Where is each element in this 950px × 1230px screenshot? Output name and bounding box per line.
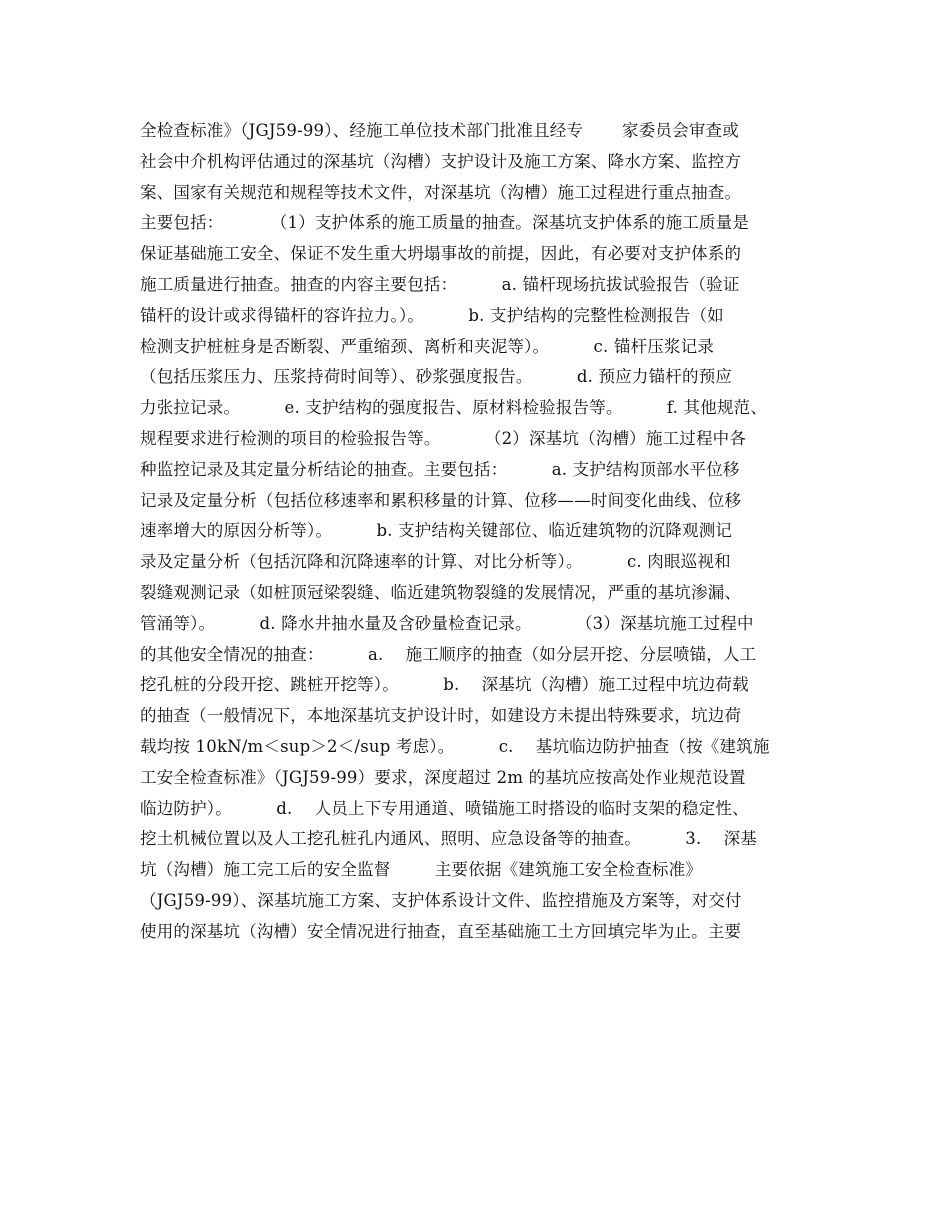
- text-line: 速率增大的原因分析等）。 b. 支护结构关键部位、临近建筑物的沉降观测记: [140, 521, 733, 541]
- text-line: 施工质量进行抽查。抽查的内容主要包括： a. 锚杆现场抗拔试验报告（验证: [140, 274, 740, 294]
- text-line: 种监控记录及其定量分析结论的抽查。主要包括： a. 支护结构顶部水平位移: [140, 459, 740, 479]
- text-line: 主要包括： （1）支护体系的施工质量的抽查。深基坑支护体系的施工质量是: [140, 213, 750, 233]
- text-line: 坑（沟槽）施工完工后的安全监督 主要依据《建筑施工安全检查标准》: [140, 860, 702, 880]
- text-line: 挖土机械位置以及人工挖孔桩孔内通风、照明、应急设备等的抽查。 3. 深基: [140, 829, 757, 849]
- text-line: 管涌等）。 d. 降水井抽水量及含砂量检查记录。 （3）深基坑施工过程中: [140, 613, 754, 633]
- body-text: [140, 116, 830, 948]
- text-line: 使用的深基坑（沟槽）安全情况进行抽查，直至基础施工土方回填完毕为止。主要: [140, 921, 742, 941]
- text-line: 载均按 10kN/m＜sup＞2＜/sup 考虑）。 c. 基坑临边防护抽查（按《建筑施: [140, 736, 770, 756]
- text-line: 临边防护）。 d. 人员上下专用通道、喷锚施工时搭设的临时支架的稳定性、: [140, 798, 749, 818]
- text-line: 案、国家有关规范和规程等技术文件，对深基坑（沟槽）施工过程进行重点抽查。: [140, 182, 742, 202]
- text-line: 录及定量分析（包括沉降和沉降速率的计算、对比分析等）。 c. 肉眼巡视和: [140, 552, 731, 572]
- text-line: 规程要求进行检测的项目的检验报告等。 （2）深基坑（沟槽）施工过程中各: [140, 428, 747, 448]
- text-line: 的其他安全情况的抽查： a. 施工顺序的抽查（如分层开挖、分层喷锚，人工: [140, 644, 757, 664]
- text-line: 检测支护桩桩身是否断裂、严重缩颈、离析和夹泥等）。 c. 锚杆压浆记录: [140, 336, 715, 356]
- text-line: 锚杆的设计或求得锚杆的容许拉力。）。 b. 支护结构的完整性检测报告（如: [140, 305, 724, 325]
- text-line: 社会中介机构评估通过的深基坑（沟槽）支护设计及施工方案、降水方案、监控方: [140, 151, 742, 171]
- text-line: 力张拉记录。 e. 支护结构的强度报告、原材料检验报告等。 f. 其他规范、: [140, 398, 768, 418]
- text-line: 保证基础施工安全、保证不发生重大坍塌事故的前提，因此，有必要对支护体系的: [140, 244, 742, 264]
- text-line: 挖孔桩的分段开挖、跳桩开挖等）。 b. 深基坑（沟槽）施工过程中坑边荷载: [140, 675, 749, 695]
- text-line: 的抽查（一般情况下，本地深基坑支护设计时，如建设方未提出特殊要求，坑边荷: [140, 706, 742, 726]
- text-line: 工安全检查标准》（JGJ59-99）要求，深度超过 2m 的基坑应按高处作业规范设置: [140, 767, 746, 787]
- text-line: （JGJ59-99）、深基坑施工方案、支护体系设计文件、监控措施及方案等，对交付: [140, 890, 742, 910]
- text-line: 全检查标准》（JGJ59-99）、经施工单位技术部门批准且经专 家委员会审查或: [140, 121, 739, 140]
- text-line: 记录及定量分析（包括位移速率和累积移量的计算、位移——时间变化曲线、位移: [140, 490, 742, 510]
- text-line: 裂缝观测记录（如桩顶冠梁裂缝、临近建筑物裂缝的发展情况，严重的基坑渗漏、: [140, 582, 742, 602]
- text-line: （包括压浆压力、压浆持荷时间等）、砂浆强度报告。 d. 预应力锚杆的预应: [140, 367, 733, 387]
